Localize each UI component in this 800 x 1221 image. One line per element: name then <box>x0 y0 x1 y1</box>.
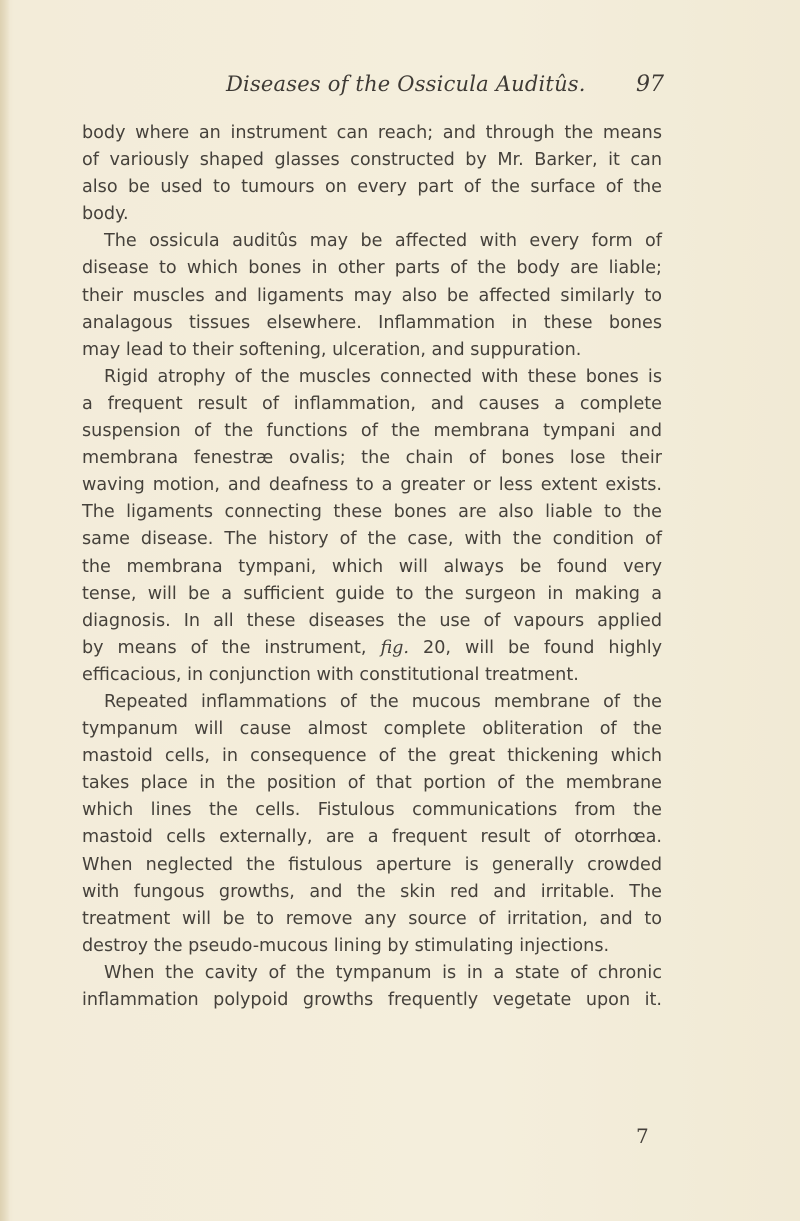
running-head <box>0 72 800 112</box>
text-line: the membrana tympani, which will always be found very <box>82 556 662 577</box>
body-text <box>82 120 662 1014</box>
text-fragment: 20, will be found highly <box>409 637 663 658</box>
text-line: also be used to tumours on every part of the surface of the <box>82 177 662 198</box>
text-line: Repeated inflammations of the mucous membrane of the <box>104 691 662 712</box>
text-line: body. <box>82 204 129 225</box>
text-line: mastoid cells externally, are a frequent result of otorrhœa. <box>82 827 662 848</box>
running-title: Diseases of the Ossicula Auditûs. <box>226 72 586 96</box>
text-line: analagous tissues elsewhere. Inflammation in these bones <box>82 312 662 333</box>
text-line: efficacious, in conjunction with constitutional treatment. <box>82 664 579 685</box>
text-line: tympanum will cause almost complete obliteration of the <box>82 719 662 740</box>
text-line: waving motion, and deafness to a greater or less extent exists. <box>82 475 662 496</box>
text-line: their muscles and ligaments may also be affected similarly to <box>82 285 662 306</box>
text-line: which lines the cells. Fistulous communications from the <box>82 800 662 821</box>
text-line: inflammation polypoid growths frequently vegetate upon it. <box>82 990 662 1010</box>
page-number: 97 <box>636 72 664 97</box>
text-line: same disease. The history of the case, with the condition of <box>82 529 662 550</box>
text-line: When neglected the fistulous aperture is generally crowded <box>82 854 662 875</box>
text-line: When the cavity of the tympanum is in a state of chronic <box>104 962 662 983</box>
text-line: destroy the pseudo-mucous lining by stimulating injections. <box>82 935 610 956</box>
text-line: a frequent result of inflammation, and causes a complete <box>82 393 662 414</box>
text-line: treatment will be to remove any source of irritation, and to <box>82 908 662 929</box>
text-line: suspension of the functions of the membrana tympani and <box>82 421 662 442</box>
text-line: membrana fenestræ ovalis; the chain of bones lose their <box>82 448 662 469</box>
text-line: The ossicula auditûs may be affected with every form of <box>104 231 662 252</box>
text-line: takes place in the position of that portion of the membrane <box>82 773 662 794</box>
text-line: disease to which bones in other parts of the body are liable; <box>82 258 662 279</box>
text-line: mastoid cells, in consequence of the great thickening which <box>82 746 662 767</box>
figure-reference: fig. <box>380 637 410 658</box>
text-fragment: by means of the instrument, <box>82 637 381 658</box>
text-line: Rigid atrophy of the muscles connected with these bones is <box>104 366 662 387</box>
text-line <box>82 635 662 662</box>
text-line: of variously shaped glasses constructed by Mr. Barker, it can <box>82 150 662 171</box>
text-line: diagnosis. In all these diseases the use of vapours applied <box>82 610 662 631</box>
text-line: The ligaments connecting these bones are also liable to the <box>82 502 662 523</box>
text-line: tense, will be a sufficient guide to the surgeon in making a <box>82 583 662 604</box>
signature-mark: 7 <box>636 1124 649 1148</box>
text-line: may lead to their softening, ulceration, and suppuration. <box>82 339 582 360</box>
text-line: with fungous growths, and the skin red and irritable. The <box>82 881 662 902</box>
text-line: body where an instrument can reach; and through the means <box>82 123 662 143</box>
